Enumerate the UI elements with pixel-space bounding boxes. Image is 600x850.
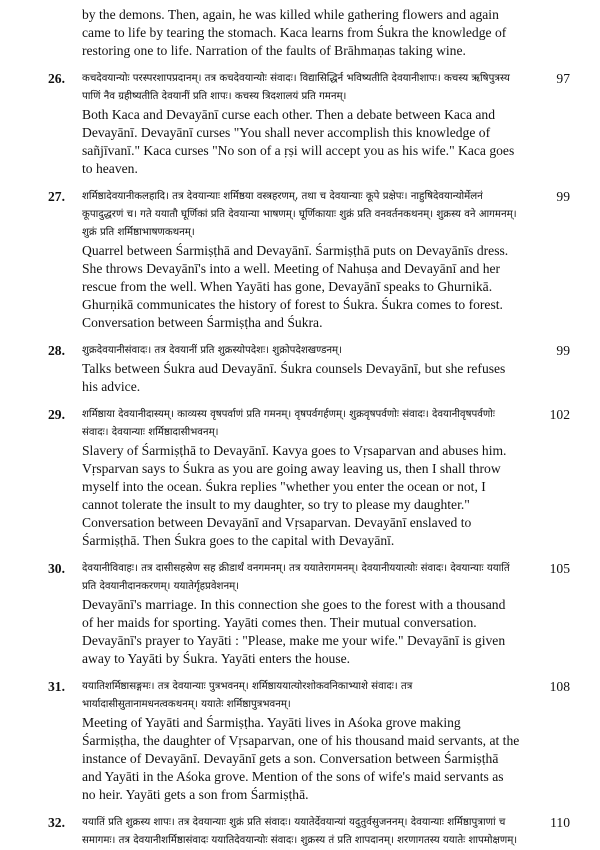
- page-number: 99: [556, 189, 570, 204]
- entry-number: 29.: [48, 407, 65, 422]
- entry-27: [48, 188, 570, 332]
- entry-body: [82, 406, 570, 550]
- entry-number: 26.: [48, 71, 65, 86]
- entry-number: 27.: [48, 189, 65, 204]
- sanskrit-text: शर्मिष्ठादेवयानीकलहादि। तत्र देवयान्याः शर्मिष्ठया वस्त्रहरणम्, तथा च देवयान्याः कूपे प्रक्षेपः। नाहुषिदेवयान्योर्मेलनं कूपादुद्धरणं च। गते ययातौ घूर्णिकां प्रति देवयान्या भाषणम्। घूर्णिकायाः शुक्रं प्रति वनवर्तनकथनम्। शुक्रस्य वने आगमनम्। शुक्रं प्रति शर्मिष्ठाभाषणकथनम्।: [82, 191, 517, 238]
- entry-32: [48, 814, 570, 850]
- english-text: Meeting of Yayāti and Śarmiṣṭha. Yayāti lives in Aśoka grove making Śarmiṣṭha, the daughter of Vṛsaparvan, one of his thousand maid servants, at the instance of Devayānī. Devayānī gets a son. Conversation between Śarmiṣṭhā and Yayāti in the Aśoka grove. Mention of the sons of wife's maid servants as no heir. Yayāti gets a son from Śarmiṣṭhā.: [82, 715, 520, 802]
- intro-paragraph: [82, 6, 520, 60]
- entry-number: 32.: [48, 815, 65, 830]
- entry-30: [48, 560, 570, 668]
- entry-body: [82, 342, 570, 396]
- entry-body: [82, 70, 570, 178]
- entry-29: [48, 406, 570, 550]
- entry-31: [48, 678, 570, 804]
- sanskrit-text: ययातिशर्मिष्ठासङ्गमः। तत्र देवयान्याः पुत्रभवनम्। शर्मिष्ठाययात्योरशोकवनिकाभ्याशे संवादः। तत्र भार्यादासीसुतानामधनत्वकथनम्। ययातेः शर्मिष्ठापुत्रभवनम्।: [82, 681, 413, 710]
- entry-number: 30.: [48, 561, 65, 576]
- entry-body: [82, 678, 570, 804]
- page-number: 97: [556, 71, 570, 86]
- page-number: 99: [556, 343, 570, 358]
- sanskrit-text: ययातिं प्रति शुक्रस्य शापः। तत्र देवयान्याः शुक्रं प्रति संवादः। ययातेर्देवयान्यां यदुतुर्वसुजननम्। देवयान्याः शर्मिष्ठापुत्राणां च समागमः। तत्र देवयानीशर्मिष्ठासंवादः ययातिदेवयान्योः संवादः। शुक्रस्य तं प्रति शापदानम्। शरणागतस्य ययातेः शापमोक्षणम्।: [82, 817, 518, 846]
- sanskrit-text: देवयानीविवाहः। तत्र दासीसहस्रेण सह क्रीडार्थं वनगमनम्। तत्र ययातेरागमनम्। देवयानीययात्योः संवादः। देवयान्याः ययातिं प्रति देवयानीदानकरणम्। ययातेर्गृहप्रवेशनम्।: [82, 563, 510, 592]
- sanskrit-text: शर्मिष्ठाया देवयानीदास्यम्। काव्यस्य वृषपर्वाणं प्रति गमनम्। वृषपर्वगर्हणम्। शुक्रवृषपर्वणोः संवादः। देवयानीवृषपर्वणोः संवादः। देवयान्याः शर्मिष्ठादासीभवनम्।: [82, 409, 495, 438]
- entry-body: [82, 188, 570, 332]
- page-number: 105: [549, 561, 570, 576]
- page-number: 108: [549, 679, 570, 694]
- sanskrit-text: शुक्रदेवयानीसंवादः। तत्र देवयानीं प्रति शुक्रस्योपदेशः। शुक्रोपदेशखण्डनम्।: [82, 345, 343, 356]
- entry-26: [48, 70, 570, 178]
- page-number: 110: [550, 815, 570, 830]
- entry-number: 31.: [48, 679, 65, 694]
- entry-number: 28.: [48, 343, 65, 358]
- english-text: Quarrel between Śarmiṣṭhā and Devayānī. Śarmiṣṭhā puts on Devayānīs dress. She throws Devayānī's into a well. Meeting of Nahuṣa and Devayānī and her rescue from the well. When Yayāti has gone, Devayānī speaks to Ghurnikā. Ghurṇikā communicates the history of forest to Śukra. Śukra comes to forest. Conversation between Śarmiṣṭha and Śukra.: [82, 243, 509, 330]
- entry-28: [48, 342, 570, 396]
- entry-body: [82, 814, 570, 850]
- intro-text: by the demons. Then, again, he was killed while gathering flowers and again came to life by tearing the stomach. Kaca learns from Śukra the knowledge of restoring one to life. Narration of the faults of Brāhmaṇas taking wine.: [82, 7, 507, 58]
- sanskrit-text: कचदेवयान्योः परस्परशापप्रदानम्। तत्र कचदेवयान्योः संवादः। विद्यासिद्धिर्न भविष्यतीति देवयानीशापः। कचस्य ऋषिपुत्रस्य पाणिं नैव ग्रहीष्यतीति देवयानीं प्रति शापः। कचस्य त्रिदशालयं प्रति गमनम्।: [82, 73, 510, 102]
- english-text: Both Kaca and Devayānī curse each other. Then a debate between Kaca and Devayānī. Devayānī curses "You shall never accomplish this knowledge of sañjīvanī." Kaca curses "No son of a ṛṣi will accept you as his wife." Kaca goes to heaven.: [82, 107, 515, 176]
- entry-body: [82, 560, 570, 668]
- english-text: Devayānī's marriage. In this connection she goes to the forest with a thousand of her maids for sporting. Yayāti comes then. Their mutual conversation. Devayānī's prayer to Yayāti : "Please, make me your wife." Devayānī is given away to Yayāti by Śukra. Yayāti enters the house.: [82, 597, 506, 666]
- english-text: Talks between Śukra aud Devayānī. Śukra counsels Devayānī, but she refuses his advice.: [82, 361, 506, 394]
- page-number: 102: [549, 407, 570, 422]
- english-text: Slavery of Śarmiṣṭhā to Devayānī. Kavya goes to Vṛsaparvan and abuses him. Vṛsparvan says to Śukra as you are going away leaving us, then I shall throw myself into the ocean. Śukra replies "whether you enter the ocean or not, I cannot tolerate the insult to my daughter, so try to please my daughter." Conversation between Devayānī and Vṛsaparvan. Devayānī enslaved to Śarmiṣṭhā. Then Śukra goes to the capital with Devayānī.: [82, 443, 507, 548]
